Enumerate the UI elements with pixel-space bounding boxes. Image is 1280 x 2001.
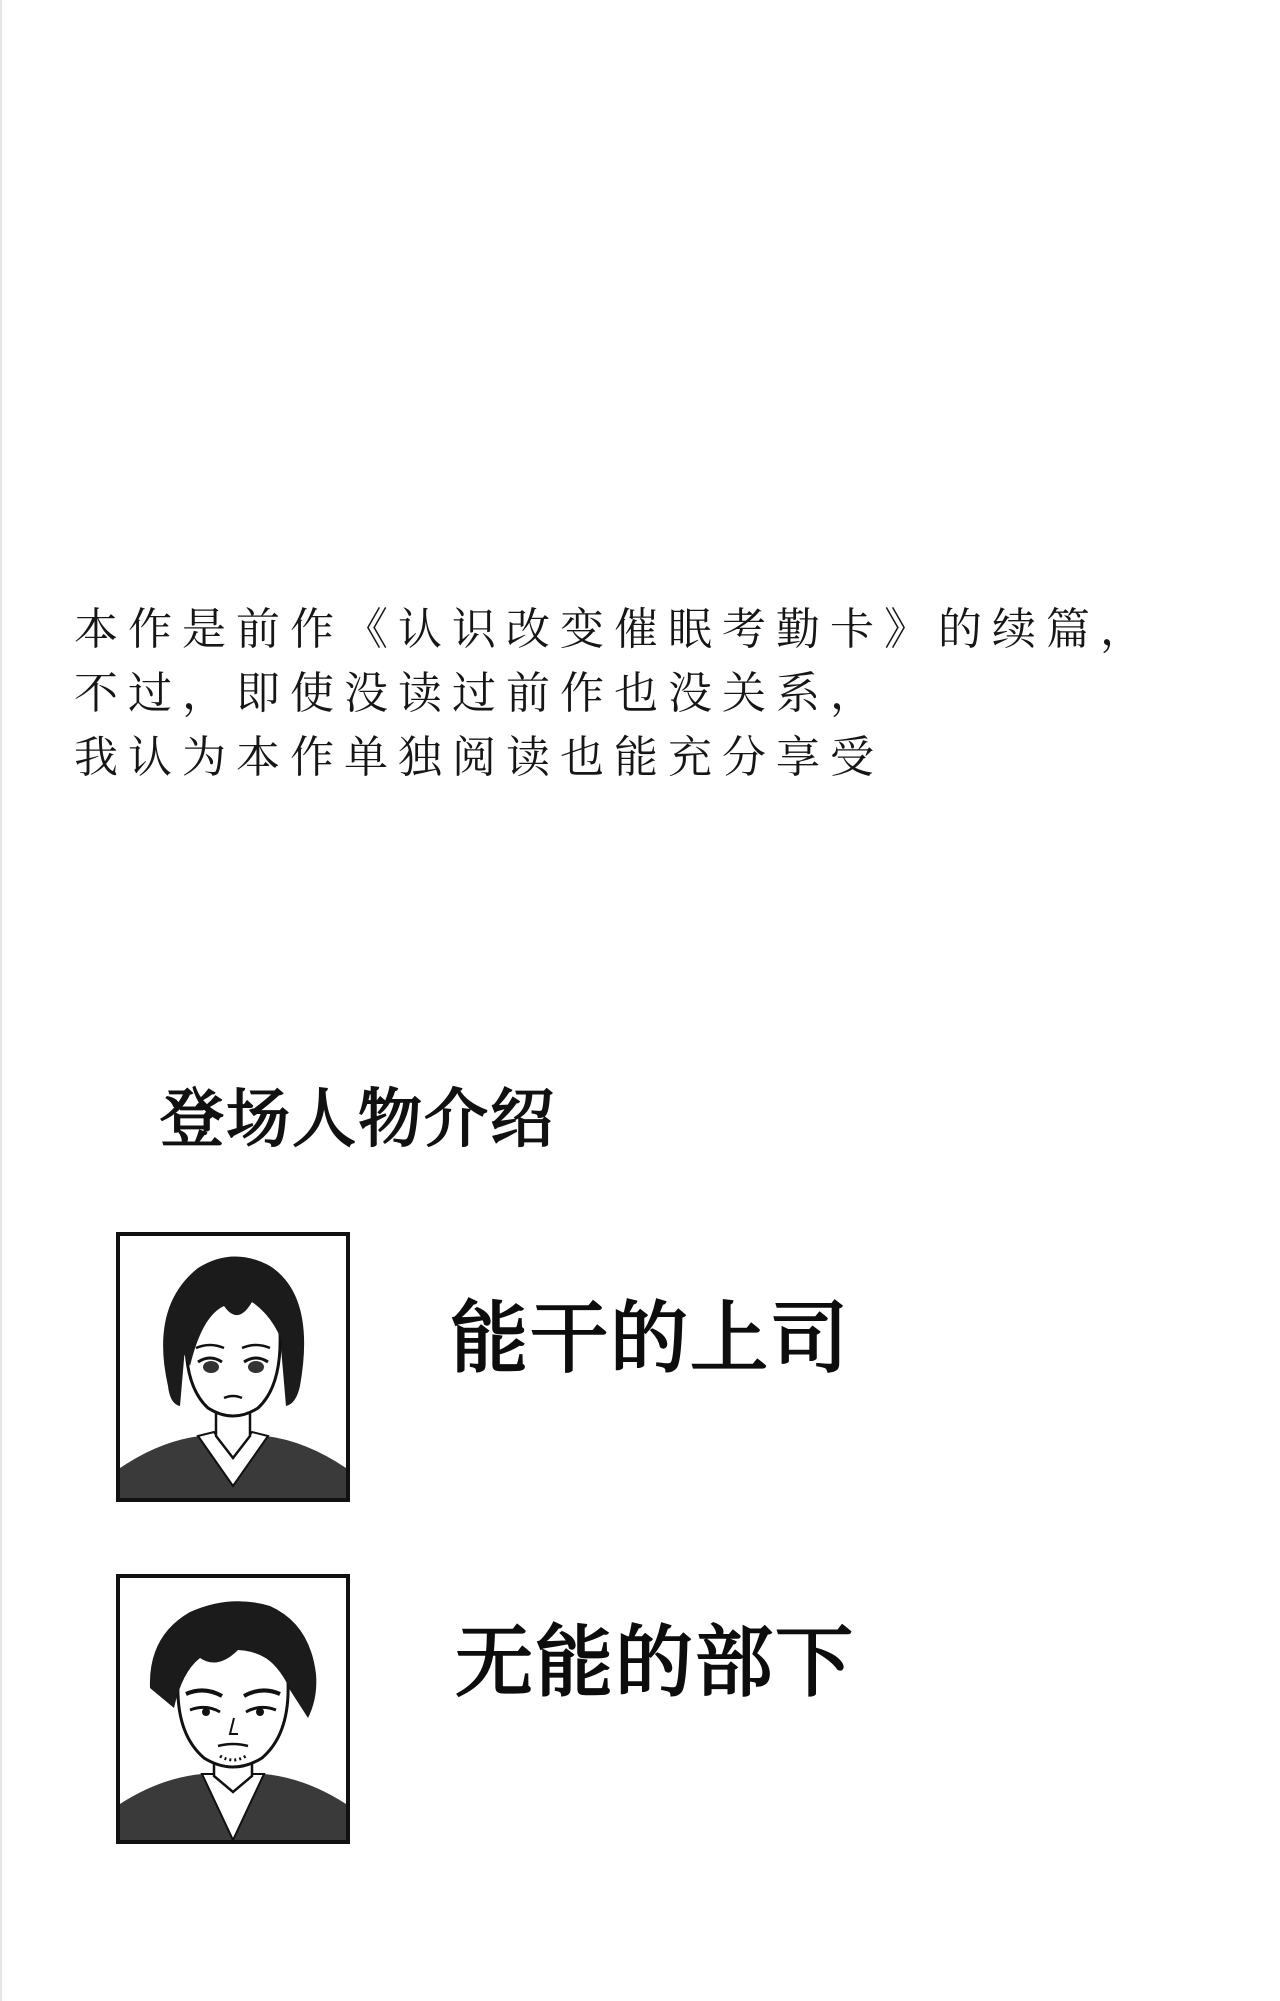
female-boss-portrait [116,1232,350,1502]
male-subordinate-portrait [116,1574,350,1844]
intro-line: 我认为本作单独阅读也能充分享受 [74,732,884,783]
intro-text [74,598,1264,790]
intro-line: 不过，即使没读过前作也没关系， [74,668,884,719]
section-title: 登场人物介绍 [160,1083,556,1157]
character-label-boss: 能干的上司 [450,1294,851,1384]
intro-line: 本作是前作《认识改变催眠考勤卡》的续篇， [74,604,1154,655]
character-label-subordinate: 无能的部下 [455,1618,856,1708]
page-edge-rule [0,0,2,2001]
